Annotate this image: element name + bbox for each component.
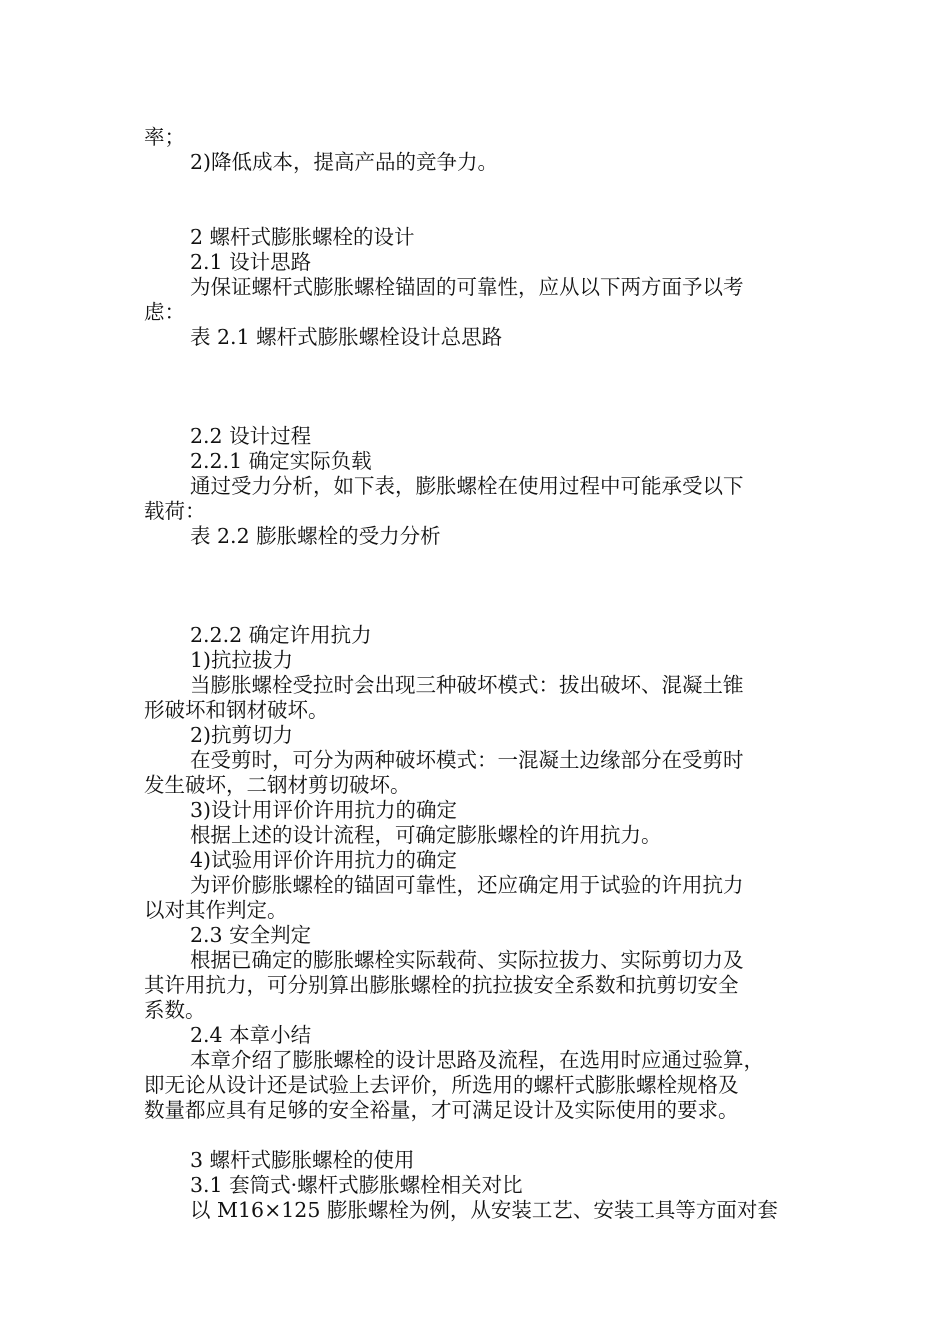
paragraph-line: 以对其作判定。 — [144, 898, 288, 922]
paragraph-line: 发生破坏，二钢材剪切破坏。 — [144, 773, 411, 797]
subsection-heading: 2.2.1 确定实际负载 — [190, 449, 372, 473]
section-heading: 3.1 套筒式·螺杆式膨胀螺栓相关对比 — [190, 1173, 523, 1197]
table-caption: 表 2.1 螺杆式膨胀螺栓设计总思路 — [190, 325, 503, 349]
paragraph-line: 以 M16×125 膨胀螺栓为例，从安装工艺、安装工具等方面对套 — [190, 1198, 778, 1222]
list-item: 2)抗剪切力 — [190, 723, 294, 747]
paragraph-line: 系数。 — [144, 998, 206, 1022]
paragraph-line: 载荷： — [144, 499, 206, 523]
paragraph-line: 虑： — [144, 300, 185, 324]
paragraph-line: 本章介绍了膨胀螺栓的设计思路及流程，在选用时应通过验算， — [190, 1048, 764, 1072]
paragraph-line: 即无论从设计还是试验上去评价，所选用的螺杆式膨胀螺栓规格及 — [144, 1073, 739, 1097]
subsection-heading: 2.2.2 确定许用抗力 — [190, 623, 372, 647]
list-item: 3)设计用评价许用抗力的确定 — [190, 798, 458, 822]
chapter-heading: 3 螺杆式膨胀螺栓的使用 — [190, 1148, 415, 1172]
section-heading: 2.2 设计过程 — [190, 424, 312, 448]
paragraph-line: 在受剪时，可分为两种破坏模式：一混凝土边缘部分在受剪时 — [190, 748, 744, 772]
chapter-heading: 2 螺杆式膨胀螺栓的设计 — [190, 225, 415, 249]
list-item: 1)抗拉拔力 — [190, 648, 294, 672]
list-item: 4)试验用评价许用抗力的确定 — [190, 848, 458, 872]
section-heading: 2.3 安全判定 — [190, 923, 312, 947]
paragraph-line: 其许用抗力，可分别算出膨胀螺栓的抗拉拔安全系数和抗剪切安全 — [144, 973, 739, 997]
table-caption: 表 2.2 膨胀螺栓的受力分析 — [190, 524, 441, 548]
paragraph-line: 为保证螺杆式膨胀螺栓锚固的可靠性，应从以下两方面予以考 — [190, 275, 744, 299]
text-line: 率； — [144, 125, 185, 149]
paragraph-line: 当膨胀螺栓受拉时会出现三种破坏模式：拔出破坏、混凝土锥 — [190, 673, 744, 697]
section-heading: 2.4 本章小结 — [190, 1023, 312, 1047]
paragraph-line: 数量都应具有足够的安全裕量，才可满足设计及实际使用的要求。 — [144, 1098, 739, 1122]
paragraph-line: 为评价膨胀螺栓的锚固可靠性，还应确定用于试验的许用抗力 — [190, 873, 744, 897]
paragraph-line: 根据上述的设计流程，可确定膨胀螺栓的许用抗力。 — [190, 823, 662, 847]
paragraph-line: 形破坏和钢材破坏。 — [144, 698, 329, 722]
section-heading: 2.1 设计思路 — [190, 250, 312, 274]
paragraph-line: 通过受力分析，如下表，膨胀螺栓在使用过程中可能承受以下 — [190, 474, 744, 498]
list-item: 2)降低成本，提高产品的竞争力。 — [190, 150, 499, 174]
paragraph-line: 根据已确定的膨胀螺栓实际载荷、实际拉拔力、实际剪切力及 — [190, 948, 744, 972]
